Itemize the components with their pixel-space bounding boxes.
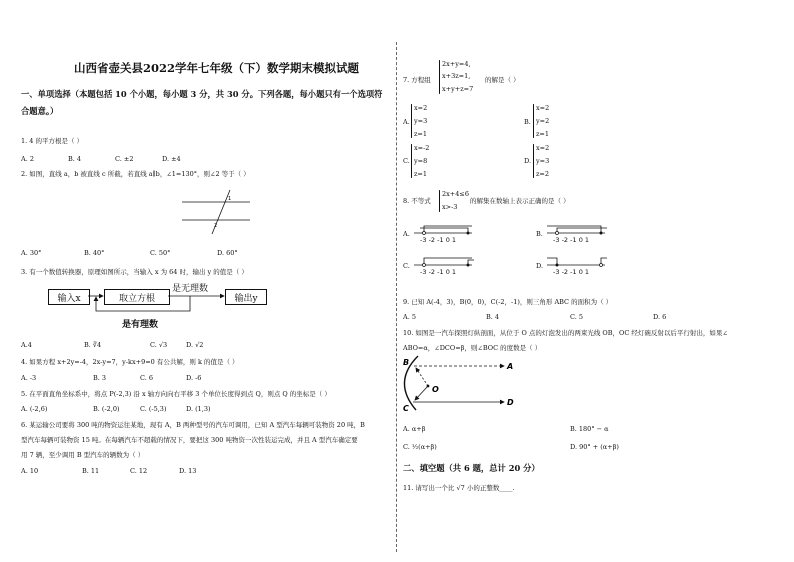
q5-option-b: B. (-2,0) [93, 405, 120, 413]
q8-option-d-label: D. [536, 262, 544, 270]
q5-option-a: A. (-2,6) [21, 405, 48, 413]
q7-option-a-label: A. [403, 118, 410, 126]
q6-option-b: B. 11 [82, 467, 100, 475]
q6-stem-line3: 用 7 辆，至少调用 B 型汽车的辆数为（ ） [21, 451, 145, 459]
q7-option-a-row3: z=1 [414, 130, 428, 138]
section-2-heading: 二、填空题（共 6 题，总计 20 分） [403, 463, 540, 473]
q7-option-d-row2: y=3 [536, 157, 550, 165]
q2-option-a: A. 30° [21, 249, 42, 257]
q9-stem: 9. 已知 A(-4，3)，B(0，0)，C(-2，-1)，则三角形 ABC 的面积为（ ） [403, 298, 613, 306]
q8-option-a-label: A. [403, 230, 410, 238]
q4-option-b: B. 3 [93, 374, 107, 382]
tick-label: -2 [428, 236, 436, 244]
q10-label-d: D [507, 398, 514, 407]
q7-option-a-row1: x=2 [414, 104, 428, 112]
q4-stem: 4. 如果方程 x+2y=-4，2x-y=7，y-kx+9=0 有公共解，则 k 的值是（ ） [21, 358, 239, 366]
tick-label: -2 [561, 268, 569, 276]
q2-option-c: C. 50° [150, 249, 171, 257]
tick-label: -1 [437, 268, 444, 276]
q1-option-a: A. 2 [21, 155, 34, 163]
tick-label: -3 [553, 268, 560, 276]
flow-input-label: 输入x [57, 293, 81, 304]
tick-label: 1 [451, 236, 457, 244]
q10-option-c: C. ½(α+β) [403, 443, 437, 451]
q7-option-c-brace [411, 144, 412, 178]
q2-angle-2-label: 2 [214, 223, 218, 229]
tick-label: 1 [451, 268, 457, 276]
q8-option-b-label: B. [536, 230, 543, 238]
flow-irrational-label: 是无理数 [172, 284, 209, 294]
q2-parallel-lines-figure [176, 188, 252, 240]
q5-option-d: D. (1,3) [186, 405, 211, 413]
tick-label: 1 [584, 268, 590, 276]
q9-option-b: B. 4 [486, 313, 500, 321]
q6-stem-line1: 6. 某运输公司要将 300 吨的物资运往某地，现有 A，B 两种型号的汽车可调用，已知 A 型汽车每辆可装物资 20 吨，B [21, 421, 365, 429]
q8-a-tick-labels [420, 236, 456, 244]
q8-d-tick-labels [553, 268, 589, 276]
q3-flow-arrows [40, 285, 270, 325]
q8-system-ineq2: x>-3 [442, 203, 458, 211]
q10-option-d: D. 90° + (α+β) [570, 443, 619, 451]
q10-stem-line2: ABO=α，∠DCO=β，则∠BOC 的度数是（ ） [403, 344, 542, 352]
q8-c-tick-labels [420, 268, 456, 276]
q7-option-a-brace [411, 104, 412, 138]
q2-option-d: D. 60° [217, 249, 238, 257]
q7-option-b-row3: z=1 [536, 130, 550, 138]
q10-headlight-figure [396, 354, 522, 414]
q8-b-tick-labels [553, 236, 589, 244]
tick-label: -2 [428, 268, 436, 276]
q7-option-b-brace [533, 104, 534, 138]
q6-option-a: A. 10 [21, 467, 39, 475]
q3-stem: 3. 有一个数值转换器，原理如图所示，当输入 x 为 64 时，输出 y 的值是（ ） [21, 268, 248, 276]
q8-stem-suffix: 的解集在数轴上表示正确的是（ ） [470, 197, 570, 205]
q7-system-brace [439, 60, 440, 94]
q7-option-d-row1: x=2 [536, 144, 550, 152]
tick-label: -1 [570, 268, 577, 276]
tick-label: -2 [561, 236, 569, 244]
tick-label: 1 [584, 236, 590, 244]
q4-option-a: A. -3 [21, 374, 37, 382]
q7-option-c-row2: y=8 [414, 157, 428, 165]
q7-system-eq2: x+3z=1, [442, 72, 471, 80]
q8-system-brace [439, 190, 440, 212]
tick-label: 0 [445, 268, 450, 276]
q7-option-d-row3: z=2 [536, 170, 550, 178]
q5-option-c: C. (-5,3) [140, 405, 167, 413]
q1-option-d: D. ±4 [162, 155, 181, 163]
q7-option-d-label: D. [524, 157, 532, 165]
q3-option-d: D. √2 [186, 341, 204, 349]
q3-option-a: A.4 [21, 341, 32, 349]
q8-stem-prefix: 8. 不等式 [403, 197, 431, 205]
q11-stem: 11. 请写出一个比 √7 小的正整数____. [403, 484, 515, 492]
q9-option-d: D. 6 [653, 313, 667, 321]
q10-label-o: O [432, 385, 439, 394]
q7-option-c-row3: z=1 [414, 170, 428, 178]
section-1-heading-cont: 合题意。） [21, 106, 59, 116]
q7-system-eq3: x+y+z=7 [442, 85, 474, 93]
q2-option-b: B. 40° [84, 249, 105, 257]
q7-option-b-row2: y=2 [536, 117, 550, 125]
q1-option-b: B. 4 [68, 155, 82, 163]
q1-stem: 1. 4 的平方根是（ ） [21, 137, 84, 145]
tick-label: -3 [553, 236, 560, 244]
q10-label-b: B [403, 358, 410, 367]
section-1-heading: 一、单项选择（本题包括 10 个小题，每小题 3 分，共 30 分。下列各题，每小题只有一个选项符 [21, 89, 383, 99]
q10-stem-line1: 10. 如图是一汽车探照灯纵剖面，从位于 O 点的灯泡发出的两束光线 OB，OC 经灯碗反射以后平行射出，如果∠ [403, 329, 728, 337]
q2-stem: 2. 如图，直线 a，b 被直线 c 所截，若直线 a∥b，∠1=130°，则∠2 等于（ ） [21, 170, 250, 178]
q7-option-d-brace [533, 144, 534, 178]
q7-option-b-label: B. [524, 118, 531, 126]
q6-option-c: C. 12 [130, 467, 148, 475]
tick-label: 0 [578, 268, 583, 276]
q8-system-ineq1: 2x+4≤6 [442, 190, 469, 198]
q8-option-c-label: C. [403, 262, 410, 270]
tick-label: 0 [578, 236, 583, 244]
q3-option-b: B. ∛4 [84, 341, 102, 349]
q7-option-c-row1: x=-2 [414, 144, 430, 152]
q10-option-a: A. α+β [403, 425, 426, 433]
q10-label-c: C [403, 404, 409, 413]
q10-label-a: A [507, 362, 514, 371]
flow-process-label: 取立方根 [118, 293, 155, 304]
q1-option-c: C. ±2 [115, 155, 134, 163]
tick-label: 0 [445, 236, 450, 244]
q3-option-c: C. √3 [150, 341, 168, 349]
q7-option-b-row1: x=2 [536, 104, 550, 112]
q7-stem-prefix: 7. 方程组 [403, 76, 431, 84]
q7-option-c-label: C. [403, 157, 410, 165]
tick-label: -3 [420, 268, 427, 276]
tick-label: -3 [420, 236, 427, 244]
column-divider [396, 42, 397, 552]
q7-system-eq1: 2x+y=4, [442, 60, 471, 68]
page-title: 山西省壶关县2022学年七年级（下）数学期末模拟试题 [74, 61, 360, 75]
q9-option-a: A. 5 [403, 313, 416, 321]
q4-option-d: D. -6 [186, 374, 202, 382]
q6-stem-line2: 型汽车每辆可装物资 15 吨。在每辆汽车不超载的情况下，要把这 300 吨物资一次性装运完成，并且 A 型汽车确定要 [21, 436, 358, 444]
tick-label: -1 [570, 236, 577, 244]
flow-output-label: 输出y [234, 293, 258, 304]
tick-label: -1 [437, 236, 444, 244]
q7-stem-suffix: 的解是（ ） [485, 76, 520, 84]
q10-option-b: B. 180° − α [570, 425, 609, 433]
flow-rational-label: 是有理数 [122, 320, 159, 330]
q2-angle-1-label: 1 [228, 196, 232, 202]
q9-option-c: C. 5 [570, 313, 584, 321]
q7-option-a-row2: y=3 [414, 117, 428, 125]
q5-stem: 5. 在平面直角坐标系中，将点 P(-2,3) 沿 x 轴方向向右平移 3 个单位长度得到点 Q，则点 Q 的坐标是（ ） [21, 390, 331, 398]
q4-option-c: C. 6 [140, 374, 154, 382]
q6-option-d: D. 13 [179, 467, 197, 475]
